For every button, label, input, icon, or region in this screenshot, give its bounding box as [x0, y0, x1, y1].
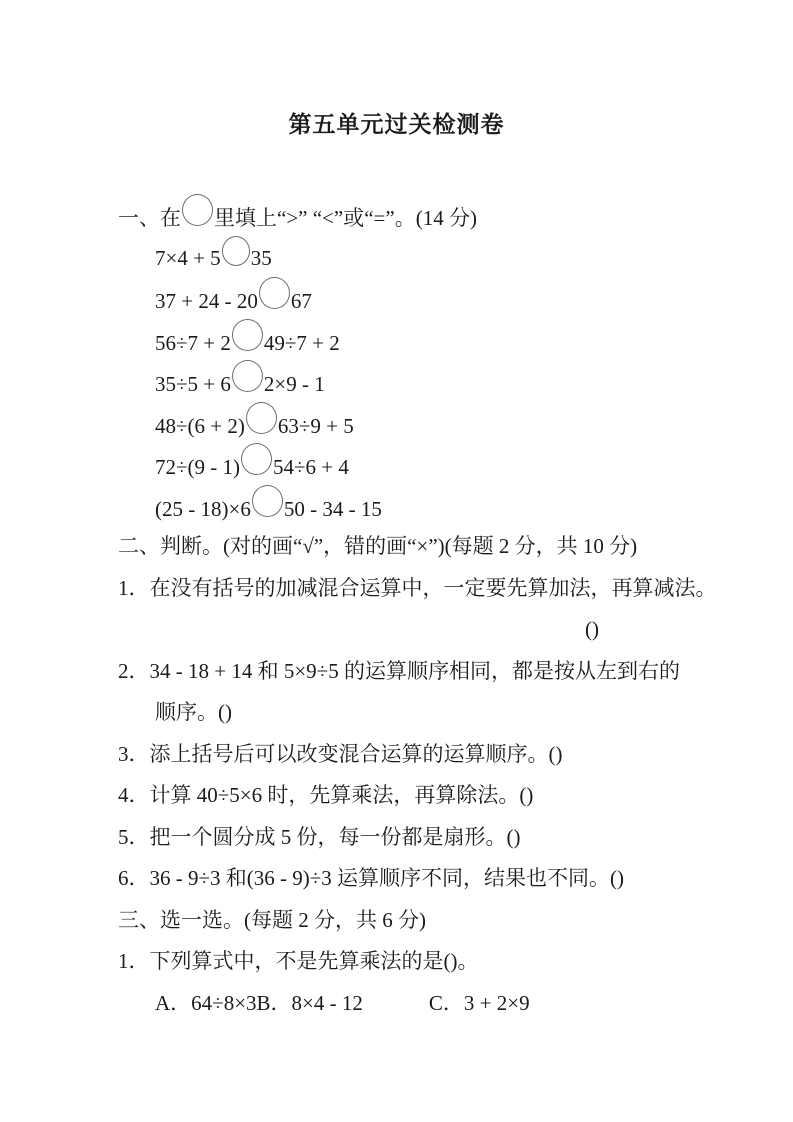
- comparison-problem: [155, 236, 793, 278]
- option-c: C．3 + 2×9: [428, 990, 530, 1015]
- comparison-problem: [155, 319, 793, 361]
- option-b: B．8×4 - 12: [256, 990, 363, 1015]
- expression-left: 48÷(6 + 2): [155, 413, 245, 438]
- answer-circle-icon: [246, 402, 277, 434]
- expression-left: 56÷7 + 2: [155, 330, 231, 355]
- expression-left: 72÷(9 - 1): [155, 455, 241, 479]
- section2-heading: 二、判断。(对的画“√”，错的画“×”)(每题 2 分，共 10 分): [118, 534, 638, 558]
- expression-left: 7×4 + 5: [155, 245, 221, 270]
- expression-left: 37 + 24 - 20: [155, 289, 258, 313]
- section1-heading-prefix: 一、在: [118, 206, 181, 230]
- judgment-item-1: 1．在没有括号的加减混合运算中，一定要先算加法，再算减法。: [118, 575, 717, 600]
- answer-circle-icon: [232, 360, 263, 392]
- choice-question-1: 1．下列算式中，不是先算乘法的是()。: [118, 949, 479, 973]
- judgment-item-2-line2: 顺序。(): [155, 700, 232, 724]
- expression-left: (25 - 18)×6: [155, 496, 251, 521]
- option-a: A．64÷8×3: [155, 990, 257, 1015]
- expression-right: 63÷9 + 5: [277, 413, 354, 438]
- judgment-item-1-answer-blank: (): [585, 617, 599, 641]
- section3-heading: 三、选一选。(每题 2 分，共 6 分): [118, 907, 426, 932]
- judgment-item-5: 5．把一个圆分成 5 份，每一份都是扇形。(): [118, 824, 521, 849]
- answer-circle-icon: [259, 277, 290, 309]
- expression-right: 2×9 - 1: [263, 372, 325, 396]
- answer-circle-icon: [252, 485, 283, 517]
- judgment-item-3: 3．添上括号后可以改变混合运算的运算顺序。(): [118, 741, 563, 766]
- expression-right: 35: [250, 245, 272, 270]
- comparison-problem: [155, 443, 793, 485]
- section1-heading: [118, 194, 793, 236]
- expression-right: 67: [290, 289, 312, 313]
- answer-circle-icon: [232, 319, 263, 351]
- expression-right: 54÷6 + 4: [273, 455, 349, 479]
- expression-right: 49÷7 + 2: [263, 330, 340, 355]
- answer-circle-icon: [222, 236, 250, 266]
- comparison-problem: [155, 485, 793, 527]
- expression-right: 50 - 34 - 15: [283, 496, 382, 521]
- comparison-problem: [155, 402, 793, 444]
- section1-heading-suffix: 里填上“>” “<”或“=”。(14 分): [214, 206, 477, 230]
- judgment-item-2-line1: 2．34 - 18 + 14 和 5×9÷5 的运算顺序相同，都是按从左到右的: [118, 658, 680, 683]
- judgment-item-4: 4．计算 40÷5×6 时，先算乘法，再算除法。(): [118, 783, 534, 807]
- answer-circle-icon: [241, 443, 272, 475]
- choice-options-row: [155, 983, 793, 1025]
- comparison-problem: [155, 360, 793, 402]
- comparison-problem: [155, 277, 793, 319]
- answer-circle-icon: [182, 194, 213, 226]
- expression-left: 35÷5 + 6: [155, 372, 231, 396]
- judgment-item-6: 6．36 - 9÷3 和(36 - 9)÷3 运算顺序不同，结果也不同。(): [118, 866, 625, 890]
- page-title: 第五单元过关检测卷: [288, 111, 505, 137]
